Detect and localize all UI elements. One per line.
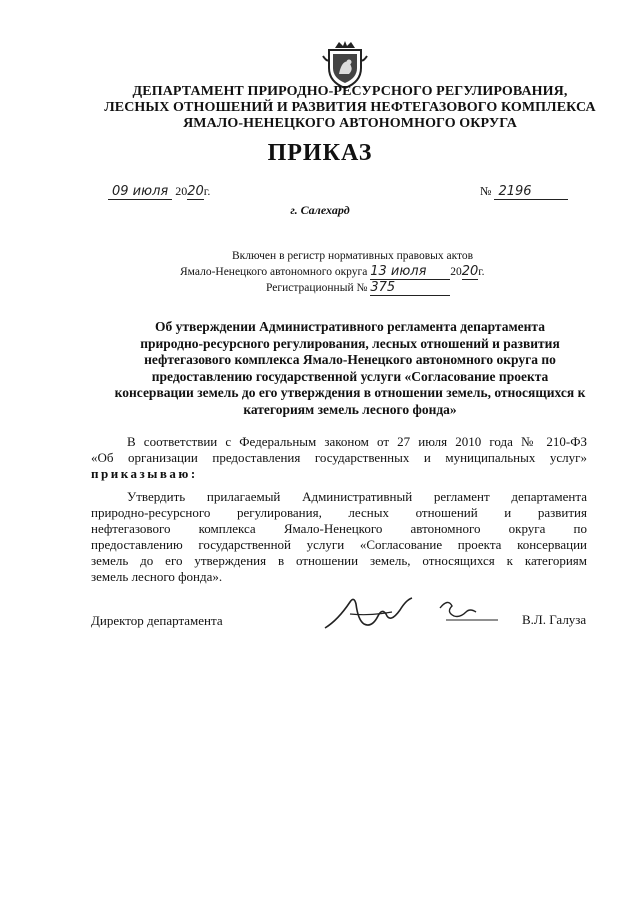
registration-line-3 bbox=[180, 280, 485, 296]
registration-year-prefix: 20 bbox=[450, 266, 462, 278]
registration-year-suffix: г. bbox=[478, 266, 485, 278]
paragraph-line: предоставлению государственной услуги «Согласование проекта консервации bbox=[91, 537, 587, 552]
paragraph-line: природно-ресурсного регулирования, лесных отношений и развития bbox=[91, 505, 587, 520]
order-word: приказываю: bbox=[91, 466, 198, 481]
order-year-suffix: г. bbox=[203, 184, 211, 198]
document-type: ПРИКАЗ bbox=[267, 140, 373, 166]
registration-region: Ямало-Ненецкого автономного округа bbox=[180, 266, 368, 278]
department-header bbox=[60, 84, 640, 132]
registration-year-handwritten: 20 bbox=[461, 264, 479, 279]
title-line: категориям земель лесного фонда» bbox=[243, 401, 457, 417]
operative-paragraph bbox=[91, 489, 587, 585]
registration-line-1: Включен в регистр нормативных правовых актов bbox=[232, 250, 474, 262]
handwritten-signature bbox=[320, 590, 500, 635]
order-number-prefix: № bbox=[480, 184, 492, 198]
registration-date-handwritten: 13 июля bbox=[370, 264, 450, 280]
paragraph-line: нефтегазового комплекса Ямало-Ненецкого автономного округа по bbox=[91, 521, 587, 536]
registration-number-label: Регистрационный № bbox=[266, 282, 368, 294]
order-date bbox=[108, 184, 210, 200]
department-line: ЛЕСНЫХ ОТНОШЕНИЙ И РАЗВИТИЯ НЕФТЕГАЗОВОГО КОМПЛЕКСА bbox=[104, 100, 596, 115]
order-number-handwritten: 2196 bbox=[494, 184, 568, 200]
paragraph-line: В соответствии с Федеральным законом от 27 июля 2010 года № 210-ФЗ bbox=[127, 434, 587, 449]
order-year-prefix: 20 bbox=[175, 184, 188, 198]
paragraph-line: Утвердить прилагаемый Административный регламент департамента bbox=[127, 489, 587, 504]
registration-number-handwritten: 375 bbox=[370, 280, 450, 296]
title-line: предоставлению государственной услуги «Согласование проекта bbox=[151, 368, 549, 384]
title-line: нефтегазового комплекса Ямало-Ненецкого автономного округа по bbox=[144, 352, 556, 368]
title-line: Об утверждении Административного регламента департамента bbox=[155, 319, 545, 334]
coat-of-arms-icon bbox=[319, 38, 371, 90]
paragraph-line: земель лесного фонда». bbox=[91, 569, 223, 584]
preamble-paragraph bbox=[91, 434, 587, 482]
registration-block bbox=[180, 249, 485, 296]
paragraph-line: «Об организации предоставления государственных и муниципальных услуг» bbox=[91, 450, 587, 465]
signer-name: В.Л. Галуза bbox=[522, 612, 587, 627]
signer-position: Директор департамента bbox=[91, 613, 223, 628]
registration-line-2 bbox=[180, 264, 485, 280]
city: г. Салехард bbox=[290, 203, 350, 217]
order-date-handwritten: 09 июля bbox=[108, 184, 172, 200]
paragraph-line: земель до его утверждения в отношении земель, относящихся к категориям bbox=[91, 553, 587, 568]
order-year-handwritten: 20 bbox=[187, 184, 204, 199]
title-line: консервации земель до его утверждения в отношении земель, относящихся к bbox=[114, 385, 586, 401]
department-line: ЯМАЛО-НЕНЕЦКОГО АВТОНОМНОГО ОКРУГА bbox=[183, 116, 517, 131]
order-title bbox=[60, 319, 640, 419]
title-line: природно-ресурсного регулирования, лесных отношений и развития bbox=[140, 335, 560, 351]
order-number bbox=[480, 184, 568, 200]
department-line: ДЕПАРТАМЕНТ ПРИРОДНО-РЕСУРСНОГО РЕГУЛИРОВАНИЯ, bbox=[132, 84, 568, 99]
